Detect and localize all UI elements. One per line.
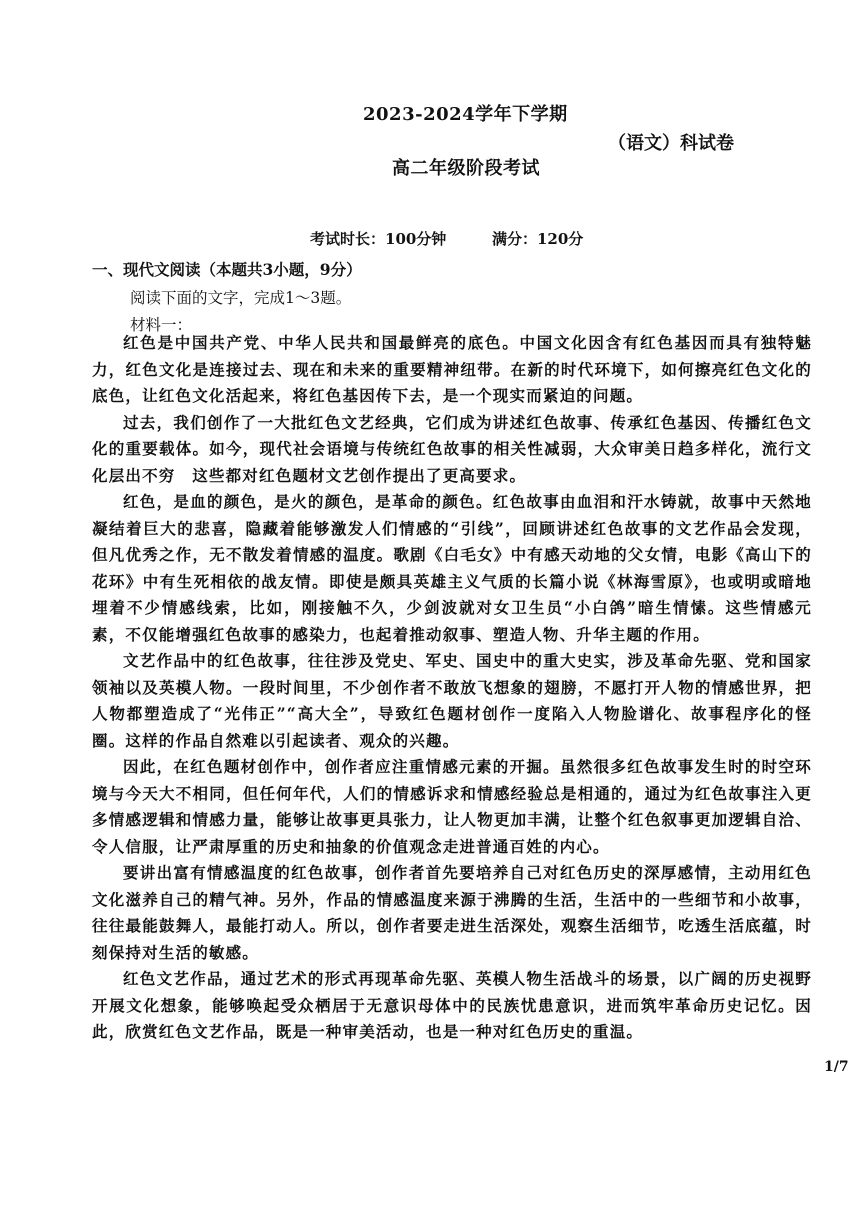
exam-duration: 考试时长：100分钟 xyxy=(310,230,447,248)
paragraph: 文艺作品中的红色故事，往往涉及党史、军史、国史中的重大史实，涉及革命先驱、党和国家领袖以及英模人物。一段时间里，不少创作者不敢放飞想象的翅膀，不愿打开人物的情感世界，把人物都塑造成了“光伟正”“高大全”，导致红色题材创作一度陷入人物脸谱化、故事程序化的怪圈。这样的作品自然难以引起读者、观众的兴趣。 xyxy=(92,651,812,750)
paragraph: 过去，我们创作了一大批红色文艺经典，它们成为讲述红色故事、传承红色基因、传播红色文化的重要载体。如今，现代社会语境与传统红色故事的相关性减弱，大众审美日趋多样化，流行文化层出不穷 这些都对红色题材文艺创作提出了更高要求。 xyxy=(92,412,812,485)
exam-full-score: 满分：120分 xyxy=(492,230,584,248)
exam-year-title: 2023-2024学年下学期 xyxy=(363,104,568,125)
paragraph: 因此，在红色题材创作中，创作者应注重情感元素的开掘。虽然很多红色故事发生时的时空环境与今天大不相同，但任何年代，人们的情感诉求和情感经验总是相通的，通过为红色故事注入更多情感逻辑和情感力量，能够让故事更具张力，让人物更加丰满，让整个红色叙事更加逻辑自洽、令人信服，让严肃厚重的历史和抽象的价值观念走进普通百姓的内心。 xyxy=(92,757,812,856)
paragraph: 红色是中国共产党、中华人民共和国最鲜亮的底色。中国文化因含有红色基因而具有独特魅力，红色文化是连接过去、现在和未来的重要精神纽带。在新的时代环境下，如何擦亮红色文化的底色，让红色文化活起来，将红色基因传下去，是一个现实而紧迫的问题。 xyxy=(92,333,812,405)
paragraph: 红色文艺作品，通过艺术的形式再现革命先驱、英模人物生活战斗的场景，以广阔的历史视野开展文化想象，能够唤起受众栖居于无意识母体中的民族忧患意识，进而筑牢革命历史记忆。因此，欣赏红色文艺作品，既是一种审美活动，也是一种对红色历史的重温。 xyxy=(92,969,812,1041)
section-heading: 一、现代文阅读（本题共3小题，9分） xyxy=(92,260,362,279)
passage-body xyxy=(92,330,812,1046)
material-label: 材料一： xyxy=(130,316,193,334)
paragraph: 红色，是血的颜色，是火的颜色，是革命的颜色。红色故事由血泪和汗水铸就，故事中天然地凝结着巨大的悲喜，隐藏着能够激发人们情感的“引线”，回顾讲述红色故事的文艺作品会发现，但凡优秀之作，无不散发着情感的温度。歌剧《白毛女》中有感天动地的父女情，电影《高山下的花环》中有生死相依的战友情。即使是颇具英雄主义气质的长篇小说《林海雪原》，也或明或暗地埋着不少情感线索，比如，刚接触不久，少剑波就对女卫生员“小白鸽”暗生情愫。这些情感元素，不仅能增强红色故事的感染力，也起着推动叙事、塑造人物、升华主题的作用。 xyxy=(92,492,812,644)
page-number: 1/7 xyxy=(824,1059,849,1075)
reading-instruction: 阅读下面的文字，完成1～3题。 xyxy=(130,289,352,307)
paragraph: 要讲出富有情感温度的红色故事，创作者首先要培养自己对红色历史的深厚感情，主动用红色文化滋养自己的精气神。另外，作品的情感温度来源于沸腾的生活，生活中的一些细节和小故事，往往最能鼓舞人，最能打动人。所以，创作者要走进生活深处，观察生活细节，吃透生活底蕴，时刻保持对生活的敏感。 xyxy=(92,863,812,962)
exam-subject: （语文）科试卷 xyxy=(608,133,734,154)
exam-name: 高二年级阶段考试 xyxy=(392,158,540,179)
